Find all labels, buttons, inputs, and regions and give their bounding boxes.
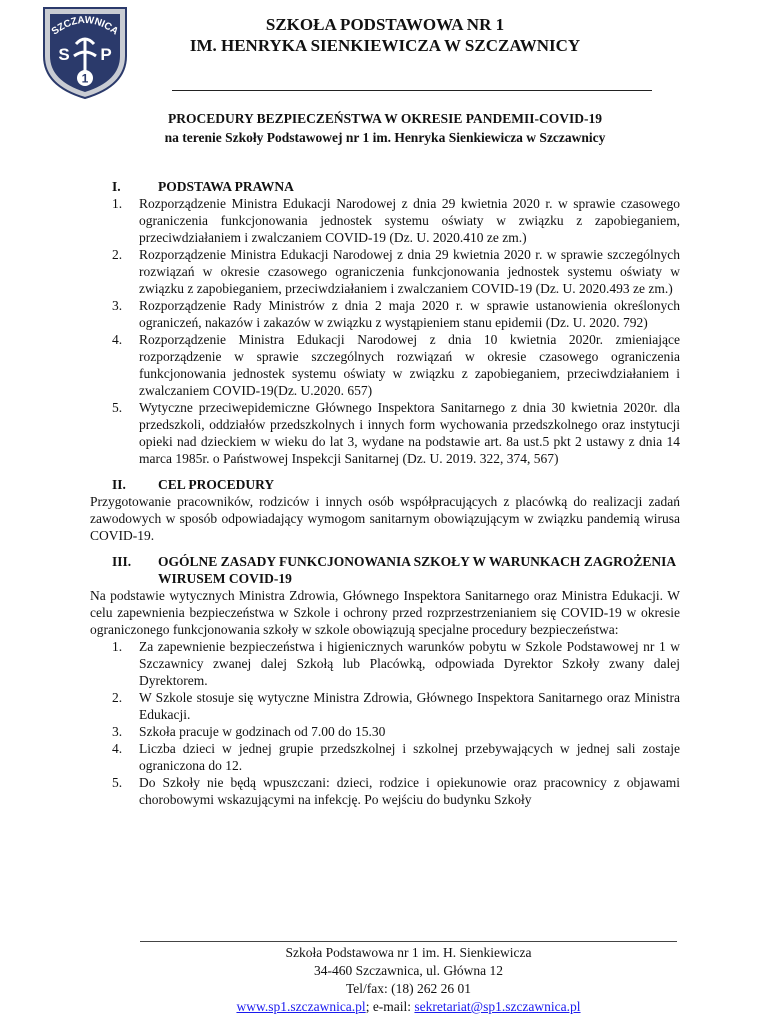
- list-item: 3. Szkoła pracuje w godzinach od 7.00 do 15.30: [112, 724, 386, 739]
- logo-ring-text: SZCZAWNICA: [49, 14, 121, 38]
- section-title: OGÓLNE ZASADY FUNKCJONOWANIA SZKOŁY W WARUNKACH ZAGROŻENIA WIRUSEM COVID-19: [158, 554, 676, 586]
- list-item: 5. Do Szkoły nie będą wpuszczani: dzieci, rodzice i opiekunowie oraz pracownicy z objawami chorobowymi wskazującymi na infekcję. Po wejściu do budynku Szkoły: [112, 775, 680, 807]
- list-item: 4. Rozporządzenie Ministra Edukacji Narodowej z dnia 10 kwietnia 2020r. zmieniające rozporządzenie w sprawie szczególnych rozwiązań w okresie czasowego ograniczenia funkcjonowania jednostek systemu oświaty w związku z zapobieganiem, przeciwdziałaniem i zwalczaniem COVID-19(Dz. U.2020. 657): [112, 332, 680, 398]
- section-paragraph: Na podstawie wytycznych Ministra Zdrowia, Głównego Inspektora Sanitarnego oraz Ministra Edukacji. W celu zapewnienia bezpieczeństwa w Szkole i ochrony przed rozprzestrzenianiem się COVID-19 w okresie ograniczonego funkcjonowania szkoły w szkole obowiązują specjalne procedury bezpieczeństwa:: [90, 588, 680, 637]
- section-title: CEL PROCEDURY: [158, 477, 275, 492]
- document-title-main: PROCEDURY BEZPIECZEŃSTWA W OKRESIE PANDEMII-COVID-19: [167, 111, 603, 126]
- document-subtitle: na terenie Szkoły Podstawowej nr 1 im. Henryka Sienkiewicza w Szczawnicy: [164, 129, 606, 145]
- website-link[interactable]: www.sp1.szczawnica.pl: [236, 999, 366, 1014]
- document-body: [90, 178, 680, 808]
- school-title-line2: IM. HENRYKA SIENKIEWICZA W SZCZAWNICY: [189, 36, 581, 55]
- section-paragraph: Przygotowanie pracowników, rodziców i innych osób współpracujących z placówką do realizacji zadań zawodowych w sposób odpowiadający wymogom sanitarnym obowiązującym w związku pandemią wirusa COVID-19.: [90, 494, 680, 543]
- list-item: 3. Rozporządzenie Rady Ministrów z dnia 2 maja 2020 r. w sprawie ustanowienia określonych ograniczeń, nakazów i zakazów w związku z wystąpieniem stanu epidemii (Dz. U. 2020. 792): [112, 298, 680, 330]
- section-heading-2: [90, 476, 680, 493]
- logo-letter-s: S: [58, 45, 70, 64]
- list-item: 5. Wytyczne przeciwepidemiczne Głównego Inspektora Sanitarnego z dnia 30 kwietnia 2020r. dla przedszkoli, oddziałów przedszkolnych i innych form wychowania przedszkolnego oraz instytucji opieki nad dzieckiem w wieku do lat 3, wydane na podstawie art. 8a ust.5 pkt 2 ustawy z dnia 14 marca 1985r. o Państwowej Inspekcji Sanitarnej (Dz. U. 2019. 322, 374, 567): [112, 400, 680, 466]
- document-title: [60, 110, 710, 147]
- list-item: 1. Za zapewnienie bezpieczeństwa i higienicznych warunków pobytu w Szkole Podstawowej nr 1 w Szczawnicy zwanej dalej Szkołą lub Placówką, odpowiada Dyrektor Szkoły zwany dalej Dyrektorem.: [112, 639, 680, 688]
- footer-divider: [140, 941, 677, 942]
- school-title: [150, 14, 620, 56]
- footer-school-name: Szkoła Podstawowa nr 1 im. H. Sienkiewicza: [285, 945, 532, 960]
- list-item: 2. W Szkole stosuje się wytyczne Ministra Zdrowia, Głównego Inspektora Sanitarnego oraz Ministra Edukacji.: [112, 690, 680, 722]
- section-number: III.: [112, 554, 132, 569]
- section-title: PODSTAWA PRAWNA: [158, 179, 294, 194]
- general-rules-list: [90, 638, 680, 808]
- section-heading-3: [90, 553, 680, 587]
- email-link[interactable]: sekretariat@sp1.szczawnica.pl: [414, 999, 581, 1014]
- list-item: 2. Rozporządzenie Ministra Edukacji Narodowej z dnia 29 kwietnia 2020 r. w sprawie szczególnych rozwiązań w okresie czasowego ograniczenia funkcjonowania jednostek systemu oświaty w związku z zapobieganiem, przeciwdziałaniem i zwalczaniem COVID-19 (Dz. U. 2020.493 ze zm.): [112, 247, 680, 296]
- section-heading-1: [90, 178, 680, 195]
- logo-letter-p: P: [100, 45, 112, 64]
- email-label: ; e-mail:: [365, 999, 415, 1014]
- school-title-line1: SZKOŁA PODSTAWOWA NR 1: [265, 15, 505, 34]
- list-item: 4. Liczba dzieci w jednej grupie przedszkolnej i szkolnej przebywających w jednej sali zostaje ograniczona do 12.: [112, 741, 680, 773]
- school-logo: [40, 4, 130, 100]
- logo-number: 1: [81, 71, 89, 86]
- header-divider: [172, 90, 652, 91]
- legal-basis-list: [90, 195, 680, 467]
- section-number: II.: [112, 477, 126, 492]
- list-item: 1. Rozporządzenie Ministra Edukacji Narodowej z dnia 29 kwietnia 2020 r. w sprawie czasowego ograniczenia funkcjonowania jednostek systemu oświaty w związku z zapobieganiem, przeciwdziałaniem i zwalczaniem COVID-19 (Dz. U. 2020.410 ze zm.): [112, 196, 680, 245]
- footer: [140, 944, 677, 1016]
- footer-address: 34-460 Szczawnica, ul. Główna 12: [314, 963, 503, 978]
- footer-phone: Tel/fax: (18) 262 26 01: [345, 981, 472, 996]
- footer-contact-line: [140, 998, 677, 1016]
- section-number: I.: [112, 179, 121, 194]
